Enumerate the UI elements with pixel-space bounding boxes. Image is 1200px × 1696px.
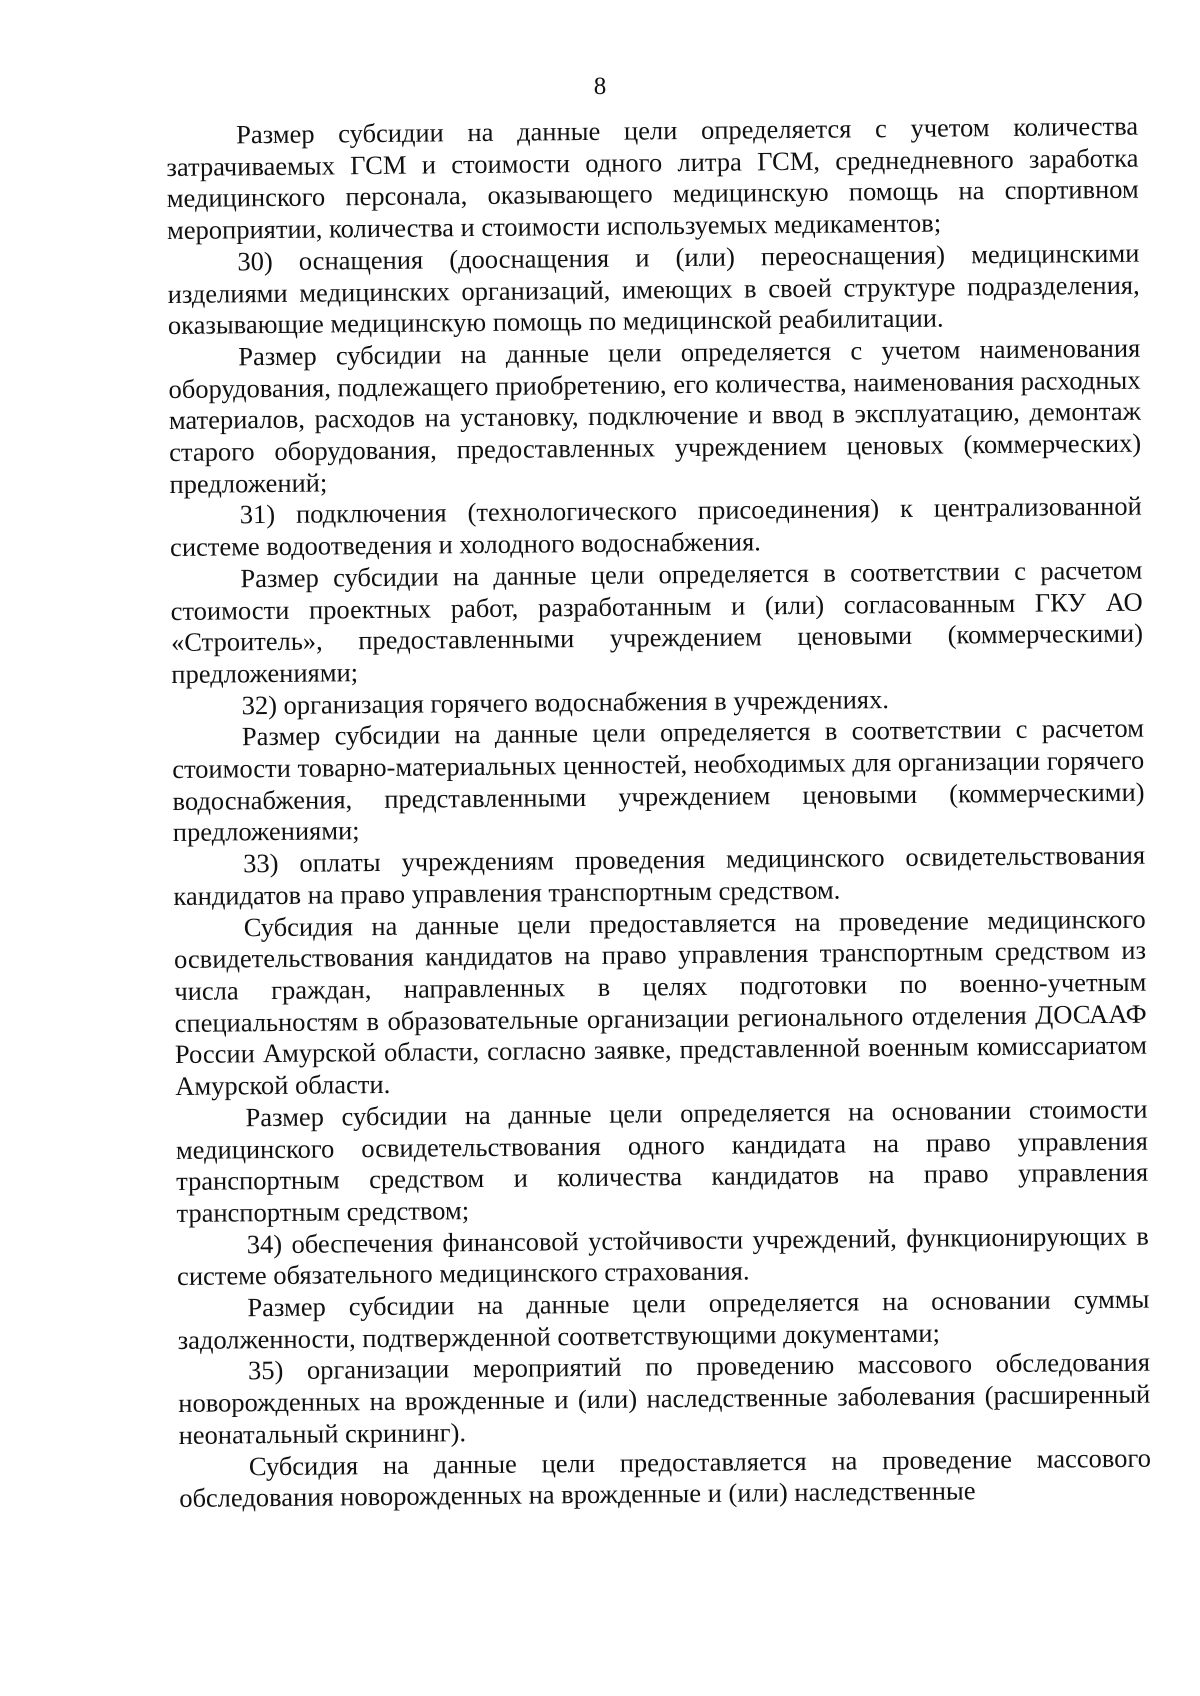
paragraph: Размер субсидии на данные цели определяется с учетом наименования оборудования, подлежащего приобретению, его количества, наименования расходных материалов, расходов на установку, подключение и ввод в эксплуатацию, демонтаж старого оборудования, предоставленных учреждением ценовых (коммерческих) предложений;	[168, 332, 1142, 499]
paragraph: Размер субсидии на данные цели определяется с учетом количества затрачиваемых ГСМ и стоимости одного литра ГСМ, среднедневного заработка медицинского персонала, оказывающего медицинскую помощь на спортивном мероприятии, количества и стоимости используемых медикаментов;	[166, 110, 1139, 246]
document-body	[166, 111, 1151, 1515]
paragraph: Размер субсидии на данные цели определяется на основании стоимости медицинского освидетельствования одного кандидата на право управления транспортным средством и количества кандидатов на право управления транспортным средством;	[175, 1093, 1149, 1228]
page-number: 8	[593, 73, 607, 100]
paragraph: Размер субсидии на данные цели определяется на основании суммы задолженности, подтвержденной соответствующими документами;	[177, 1283, 1150, 1355]
paragraph: Субсидия на данные цели предоставляется на проведение массового обследования новорожденных на врожденные и (или) наследственные	[179, 1442, 1152, 1514]
paragraph: 30) оснащения (дооснащения и (или) переоснащения) медицинскими изделиями медицинских организаций, имеющих в своей структуре подразделения, оказывающие медицинскую помощь по медицинской реабилитации.	[167, 237, 1140, 341]
paragraph: 32) организация горячего водоснабжения в учреждениях.	[241, 683, 890, 720]
paragraph: Размер субсидии на данные цели определяется в соответствии с расчетом стоимости товарно-материальных ценностей, необходимых для организации горячего водоснабжения, представленными учреждением ценовыми (коммерческими) предложениями;	[172, 713, 1145, 848]
paragraph: Субсидия на данные цели предоставляется на проведение медицинского освидетельствования кандидатов на право управления транспортным средством из числа граждан, направленных в целях подготовки по военно-учетным специальностям в образовательные организации регионального отделения ДОСААФ России Амурской области, согласно заявке, представленной военным комиссариатом Амурской области.	[173, 903, 1148, 1102]
paragraph: 34) обеспечения финансовой устойчивости учреждений, функционирующих в системе обязательного медицинского страхования.	[176, 1220, 1149, 1292]
paragraph: 33) оплаты учреждениям проведения медицинского освидетельствования кандидатов на право управления транспортным средством.	[173, 839, 1146, 911]
paragraph: 31) подключения (технологического присоединения) к централизованной системе водоотведения и холодного водоснабжения.	[169, 491, 1142, 563]
paragraph: Размер субсидии на данные цели определяется в соответствии с расчетом стоимости проектных работ, разработанным и (или) согласованным ГКУ АО «Строитель», предоставленными учреждением ценовыми (коммерческими) предложениями;	[170, 554, 1144, 689]
paragraph: 35) организации мероприятий по проведению массового обследования новорожденных на врожденные и (или) наследственные заболевания (расширенный неонатальный скрининг).	[178, 1347, 1151, 1450]
